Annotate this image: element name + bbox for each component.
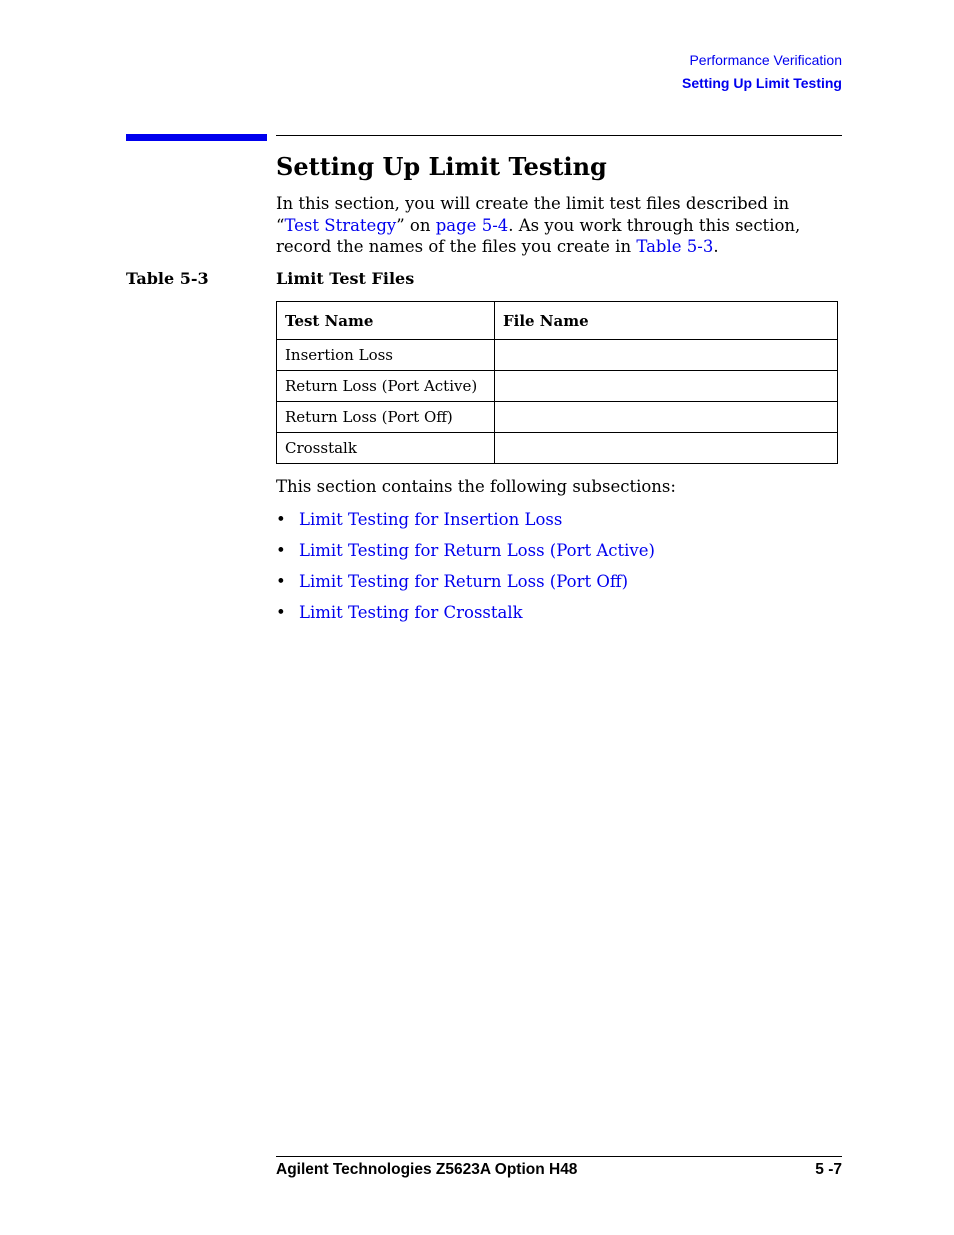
column-header-file-name: File Name: [495, 302, 838, 340]
list-item: [276, 602, 655, 633]
file-name-cell: [495, 371, 838, 402]
intro-text-2: ” on: [396, 215, 436, 235]
footer-page-number: 5 -7: [815, 1161, 842, 1178]
page-5-4-link[interactable]: page 5-4: [435, 215, 509, 235]
test-name-cell: Return Loss (Port Active): [277, 371, 495, 402]
table-number: Table 5-3: [126, 269, 209, 288]
intro-text-3: . As you work through this section, record the names of the files you create in: [276, 215, 801, 256]
bullet-icon: •: [276, 572, 286, 591]
footer-rule: [276, 1156, 842, 1157]
table-row: [277, 340, 838, 371]
header-chapter[interactable]: Performance Verification: [689, 52, 842, 68]
intro-text-4: .: [713, 237, 719, 256]
subsection-link-return-loss-port-active[interactable]: Limit Testing for Return Loss (Port Active): [299, 541, 655, 560]
subsections-list: [276, 509, 655, 633]
list-item: [276, 571, 655, 602]
test-name-cell: Crosstalk: [277, 433, 495, 464]
table-row: [277, 433, 838, 464]
test-name-cell: Return Loss (Port Off): [277, 402, 495, 433]
file-name-cell: [495, 402, 838, 433]
test-name-cell: Insertion Loss: [277, 340, 495, 371]
subsections-intro: This section contains the following subsections:: [276, 477, 676, 496]
bullet-icon: •: [276, 510, 286, 529]
header-section[interactable]: Setting Up Limit Testing: [682, 75, 842, 91]
file-name-cell: [495, 433, 838, 464]
list-item: [276, 540, 655, 571]
subsection-link-return-loss-port-off[interactable]: Limit Testing for Return Loss (Port Off): [299, 572, 629, 591]
table-5-3-link[interactable]: Table 5-3: [636, 237, 714, 256]
file-name-cell: [495, 340, 838, 371]
limit-test-files-table: [276, 301, 838, 464]
table-row: [277, 371, 838, 402]
list-item: [276, 509, 655, 540]
subsection-link-crosstalk[interactable]: Limit Testing for Crosstalk: [299, 603, 523, 622]
bullet-icon: •: [276, 541, 286, 560]
intro-text-1: In this section, you will create the limit test files described in “: [276, 194, 790, 235]
subsection-link-insertion-loss[interactable]: Limit Testing for Insertion Loss: [299, 510, 563, 529]
column-header-test-name: Test Name: [277, 302, 495, 340]
page-title: Setting Up Limit Testing: [276, 152, 607, 181]
table-row: [277, 402, 838, 433]
bullet-icon: •: [276, 603, 286, 622]
section-rule: [276, 135, 842, 136]
table-header-row: [277, 302, 838, 340]
test-strategy-link[interactable]: Test Strategy: [284, 215, 397, 235]
footer-document-title: Agilent Technologies Z5623A Option H48: [276, 1161, 578, 1178]
intro-paragraph: [276, 193, 836, 258]
section-accent-bar: [126, 134, 267, 141]
table-title: Limit Test Files: [276, 269, 415, 288]
